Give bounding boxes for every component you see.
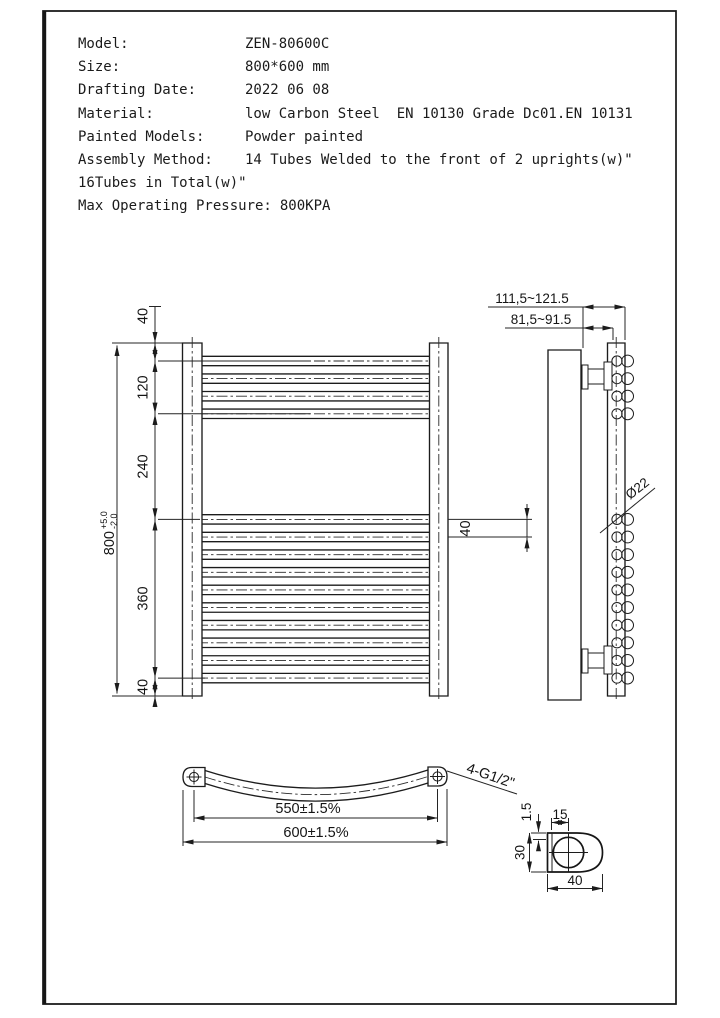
dim-800-text: 800 xyxy=(102,531,118,556)
side-view-drawing xyxy=(488,291,655,702)
bracket-detail-drawing xyxy=(513,803,603,892)
dim-bracket-width-label: 40 xyxy=(567,873,583,888)
wall-section xyxy=(548,350,581,700)
curved-tube-top-edge xyxy=(205,770,428,788)
spec-value: 800KPA xyxy=(279,198,331,215)
front-view-drawing xyxy=(99,306,532,705)
spec-value: 2022 06 08 xyxy=(245,82,330,99)
spec-label: Drafting Date: xyxy=(78,82,197,99)
radiator-tubes-front xyxy=(197,356,435,682)
dim-hole-offset-label: 15 xyxy=(552,807,568,822)
wall-bracket-top xyxy=(582,362,612,390)
dim-tube-diameter-label: Ø22 xyxy=(622,474,652,503)
spec-assembly-note: 16Tubes in Total(w)" xyxy=(78,175,247,192)
spec-label: Assembly Method: xyxy=(78,151,213,168)
spec-label: Material: xyxy=(78,105,154,122)
dim-plate-thickness-label: 1.5 xyxy=(519,802,534,822)
dim-middle-gap-label: 240 xyxy=(135,454,152,479)
dim-tap-centers-label: 550±1.5% xyxy=(275,801,341,817)
wall-bracket-bottom xyxy=(582,646,612,674)
spec-value: 14 Tubes Welded to the front of 2 uprights(w)" xyxy=(245,151,633,168)
spec-value: Powder painted xyxy=(245,128,364,145)
dim-wall-to-near-label: 81,5~91.5 xyxy=(510,312,572,327)
spec-label: Model: xyxy=(78,36,129,52)
dim-top-offset-label: 40 xyxy=(135,307,152,325)
dim-overall-width-label: 600±1.5% xyxy=(283,825,349,841)
dim-800-tol-minus: -2.0 xyxy=(109,513,119,529)
spec-label: Max Operating Pressure: xyxy=(78,198,272,215)
thread-size-label: 4-G1/2" xyxy=(464,760,517,792)
spec-value: ZEN-80600C xyxy=(245,36,330,52)
dim-bottom-group-label: 360 xyxy=(135,586,152,611)
spec-value: 800*600 mm xyxy=(245,59,330,76)
dim-bracket-height-label: 30 xyxy=(512,844,528,861)
dim-bottom-offset-label: 40 xyxy=(135,678,152,696)
dim-top-group-label: 120 xyxy=(135,375,152,400)
dim-overall-height-label xyxy=(99,511,119,555)
dim-wall-to-far-label: 111,5~121.5 xyxy=(495,291,569,306)
dim-tube-pitch-label: 40 xyxy=(458,520,474,537)
spec-label: Size: xyxy=(78,59,121,76)
spec-value: low Carbon Steel EN 10130 Grade Dc01.EN 10131 xyxy=(245,105,633,122)
spec-label: Painted Models: xyxy=(78,128,205,145)
dim-800-tol-plus: +5.0 xyxy=(99,511,109,529)
top-view-drawing xyxy=(183,761,517,846)
